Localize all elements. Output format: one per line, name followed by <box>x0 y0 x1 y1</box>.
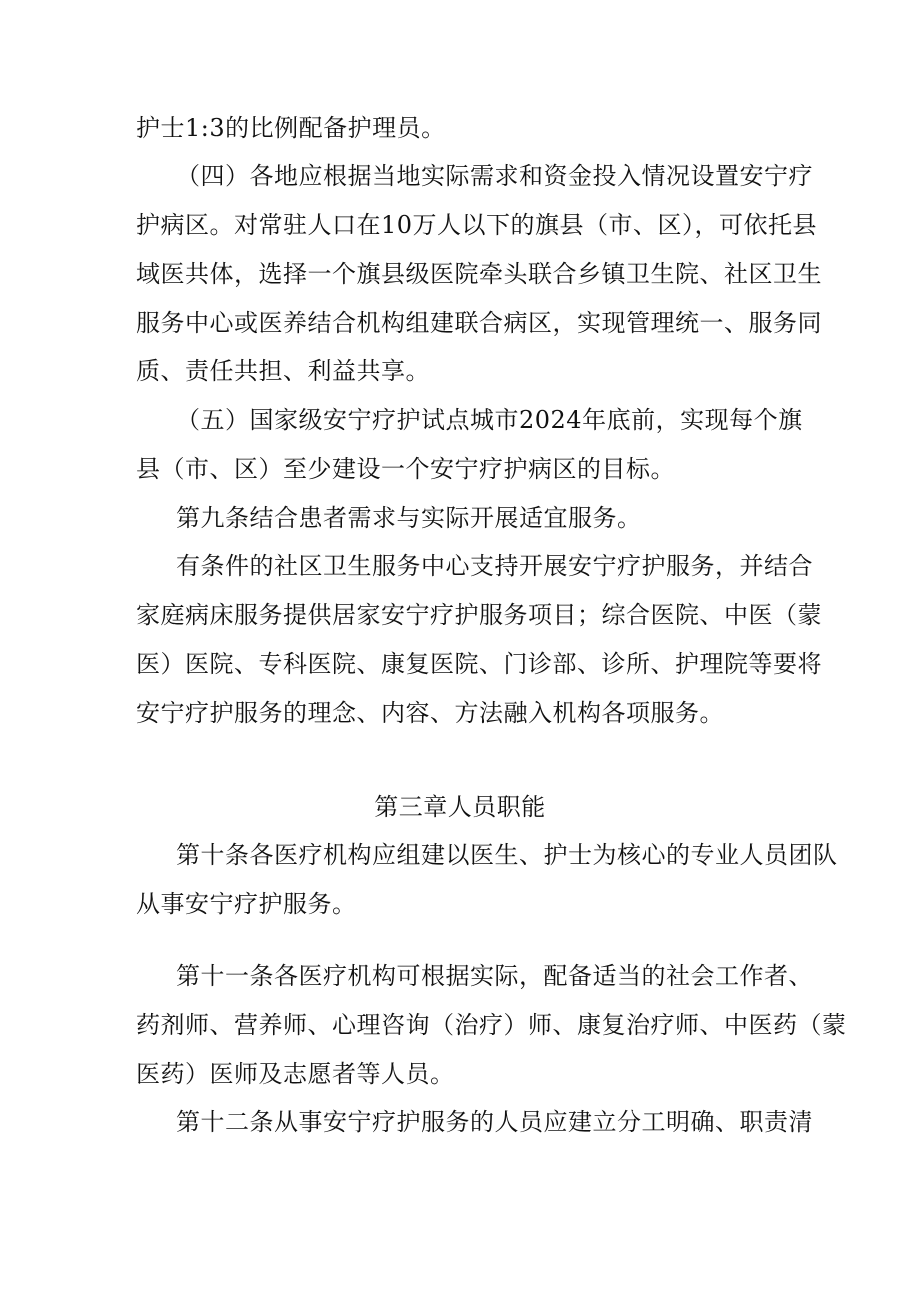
text-line: 医）医院、专科医院、康复医院、门诊部、诊所、护理院等要将 <box>136 650 822 678</box>
text-line: 医药）医师及志愿者等人员。 <box>136 1060 455 1088</box>
text-line: 第九条结合患者需求与实际开展适宜服务。 <box>176 504 642 532</box>
text-line: 护病区。对常驻人口在10万人以下的旗县（市、区），可依托县 <box>136 211 818 239</box>
text-line: 从事安宁疗护服务。 <box>136 890 357 918</box>
text-line: 域医共体，选择一个旗县级医院牵头联合乡镇卫生院、社区卫生 <box>136 260 822 288</box>
chapter-heading: 第三章人员职能 <box>374 793 546 821</box>
text-line: 护士1:3的比例配备护理员。 <box>136 114 446 142</box>
text-line: 质、责任共担、利益共享。 <box>136 357 430 385</box>
text-line: （四）各地应根据当地实际需求和资金投入情况设置安宁疗 <box>176 162 813 190</box>
text-line: 安宁疗护服务的理念、内容、方法融入机构各项服务。 <box>136 699 724 727</box>
text-line: 第十一条各医疗机构可根据实际，配备适当的社会工作者、 <box>176 962 813 990</box>
text-line: 药剂师、营养师、心理咨询（治疗）师、康复治疗师、中医药（蒙 <box>136 1011 847 1039</box>
text-line: 县（市、区）至少建设一个安宁疗护病区的目标。 <box>136 455 675 483</box>
text-line: 有条件的社区卫生服务中心支持开展安宁疗护服务，并结合 <box>176 552 813 580</box>
text-line: 家庭病床服务提供居家安宁疗护服务项目；综合医院、中医（蒙 <box>136 601 822 629</box>
text-line: 第十条各医疗机构应组建以医生、护士为核心的专业人员团队 <box>176 841 838 869</box>
text-line: 第十二条从事安宁疗护服务的人员应建立分工明确、职责清 <box>176 1108 813 1136</box>
text-line: （五）国家级安宁疗护试点城市2024年底前，实现每个旗 <box>176 406 803 434</box>
text-line: 服务中心或医养结合机构组建联合病区，实现管理统一、服务同 <box>136 309 822 337</box>
